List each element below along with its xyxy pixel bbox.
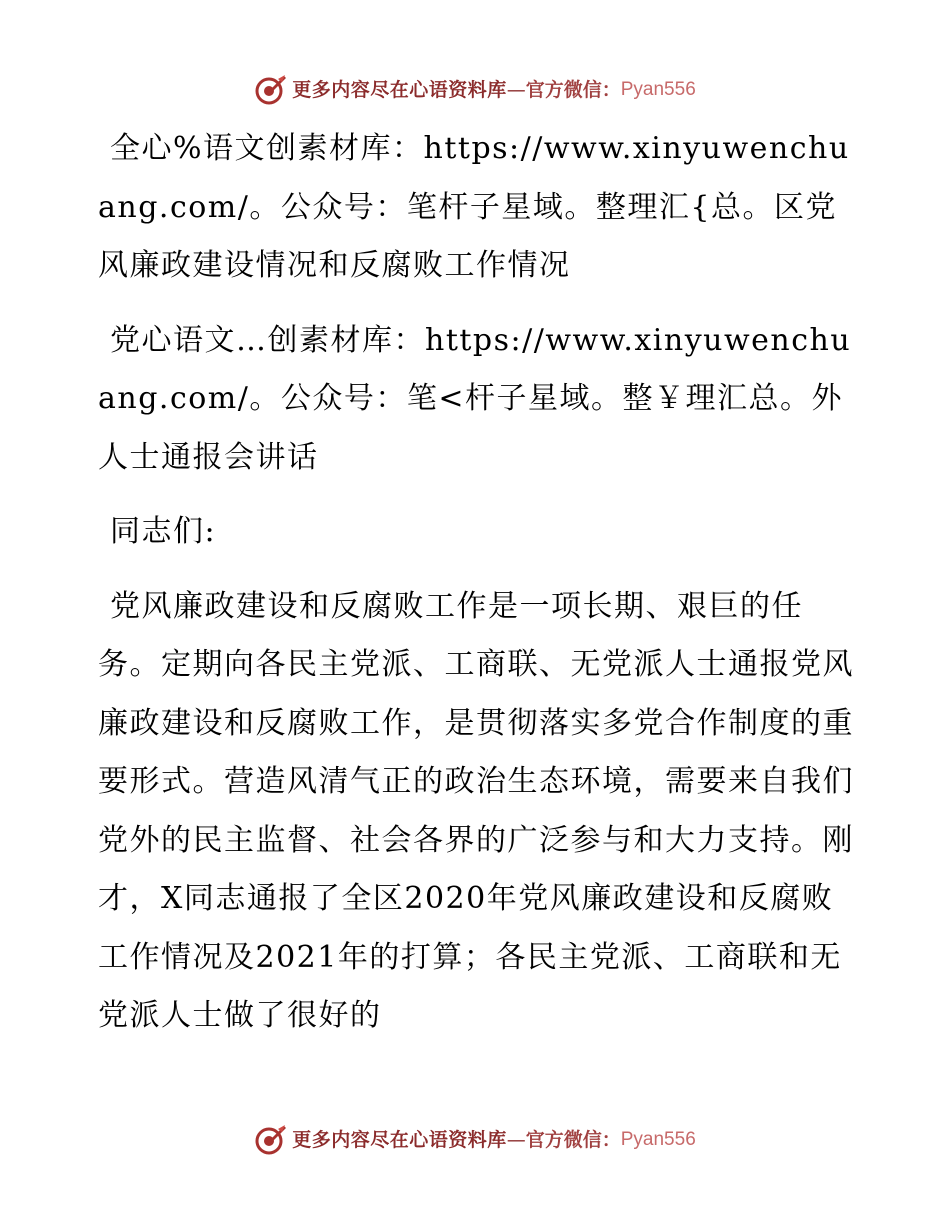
paragraph-source-note-2: 党心语文…创素材库：https://www.xinyuwenchuang.com/。公众号：笔<杆子星域。整￥理汇总。外人士通报会讲话: [98, 322, 852, 475]
banner-separator: —: [506, 1129, 526, 1151]
banner-wechat-label: 官方微信：: [525, 79, 621, 101]
paragraph-source-note-1: 全心%语文创素材库：https://www.xinyuwenchuang.com/。公众号：笔杆子星域。整理汇{总。区党风廉政建设情况和反腐败工作情况: [98, 131, 850, 283]
header-watermark-banner: [0, 70, 950, 110]
quill-logo-icon: [254, 1123, 288, 1157]
banner-wechat-id: Pyan556: [620, 1129, 696, 1150]
quill-logo-icon: [254, 73, 288, 107]
banner-wechat-label: 官方微信：: [525, 1129, 621, 1151]
footer-watermark-banner: [0, 1120, 950, 1160]
banner-text: 更多内容尽在心语资料库: [292, 1129, 507, 1151]
banner-separator: —: [506, 79, 526, 101]
paragraph-body: 党风廉政建设和反腐败工作是一项长期、艰巨的任务。定期向各民主党派、工商联、无党派人士通报党风廉政建设和反腐败工作，是贯彻落实多党合作制度的重要形式。营造风清气正的政治生态环境，需要来自我们党外的民主监督、社会各界的广泛参与和大力支持。刚才，X同志通报了全区2020年党风廉政建设和反腐败工作情况及2021年的打算；各民主党派、工商联和无党派人士做了很好的: [98, 588, 854, 1033]
paragraph-salutation: 同志们:: [110, 514, 217, 549]
document-body: [98, 120, 858, 1046]
banner-text: 更多内容尽在心语资料库: [292, 79, 507, 101]
banner-wechat-id: Pyan556: [620, 79, 696, 100]
